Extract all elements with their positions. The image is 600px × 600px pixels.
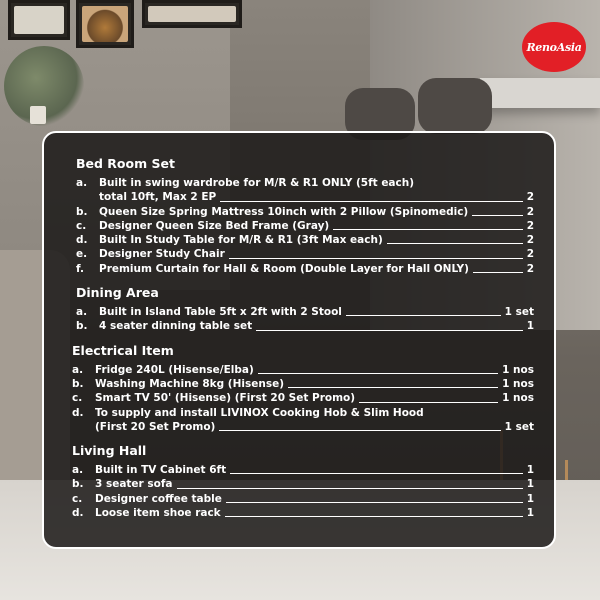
leader-line bbox=[229, 258, 523, 259]
leader-line bbox=[333, 229, 522, 230]
list-item bbox=[76, 305, 534, 319]
section-title: Dining Area bbox=[76, 285, 159, 301]
leader-line bbox=[288, 387, 498, 388]
item-qty: 2 bbox=[526, 219, 534, 232]
leader-line bbox=[177, 488, 523, 489]
item-letter: d. bbox=[72, 507, 84, 520]
leader-line bbox=[472, 215, 522, 216]
item-qty: 2 bbox=[526, 262, 534, 275]
list-item bbox=[76, 247, 534, 261]
item-text: Premium Curtain for Hall & Room (Double Layer for Hall ONLY) bbox=[99, 262, 469, 275]
item-text: Built in TV Cabinet 6ft bbox=[95, 464, 227, 477]
item-qty: 1 bbox=[526, 320, 534, 333]
leader-line bbox=[220, 201, 522, 202]
item-letter: a. bbox=[72, 464, 84, 477]
item-qty: 2 bbox=[526, 234, 534, 247]
section-living-hall bbox=[64, 443, 534, 520]
list-item bbox=[76, 176, 534, 190]
leader-line bbox=[473, 272, 523, 273]
item-text: Built in Island Table 5ft x 2ft with 2 Stool bbox=[99, 306, 342, 319]
section-electrical-item bbox=[64, 343, 534, 434]
item-text: Fridge 240L (Hisense/Elba) bbox=[95, 363, 254, 376]
item-qty: 1 bbox=[526, 507, 534, 520]
list-item bbox=[72, 363, 534, 377]
item-qty: 1 bbox=[526, 478, 534, 491]
item-text: Built In Study Table for M/R & R1 (3ft Max each) bbox=[99, 234, 383, 247]
leader-line bbox=[219, 430, 500, 431]
item-qty: 1 set bbox=[504, 306, 534, 319]
list-item bbox=[72, 506, 534, 520]
item-letter: f. bbox=[76, 262, 84, 275]
item-letter: b. bbox=[76, 320, 88, 333]
item-text: 3 seater sofa bbox=[95, 478, 173, 491]
item-letter: d. bbox=[76, 234, 88, 247]
list-item bbox=[76, 219, 534, 233]
item-letter: a. bbox=[72, 363, 84, 376]
item-qty: 2 bbox=[526, 248, 534, 261]
item-letter: c. bbox=[76, 219, 87, 232]
leader-line bbox=[230, 473, 523, 474]
section-title: Living Hall bbox=[72, 443, 147, 459]
item-letter: c. bbox=[72, 492, 83, 505]
leader-line bbox=[256, 330, 523, 331]
list-item bbox=[72, 406, 534, 420]
item-qty: 1 nos bbox=[502, 392, 534, 405]
leader-line bbox=[359, 402, 498, 403]
leader-line bbox=[258, 373, 498, 374]
item-text: Designer Queen Size Bed Frame (Gray) bbox=[99, 219, 330, 232]
leader-line bbox=[226, 502, 523, 503]
list-item bbox=[76, 233, 534, 247]
list-item bbox=[72, 463, 534, 477]
item-qty: 2 bbox=[526, 205, 534, 218]
item-letter: a. bbox=[76, 306, 88, 319]
brand-logo bbox=[522, 22, 586, 72]
list-item-continuation bbox=[76, 190, 534, 204]
leader-line bbox=[346, 315, 501, 316]
item-qty: 1 bbox=[526, 492, 534, 505]
wall-frame-1 bbox=[8, 0, 70, 40]
item-qty: 1 nos bbox=[502, 363, 534, 376]
item-text: Washing Machine 8kg (Hisense) bbox=[95, 377, 285, 390]
item-text: Designer coffee table bbox=[95, 492, 222, 505]
item-qty: 1 nos bbox=[502, 377, 534, 390]
bar-stool-2 bbox=[418, 78, 492, 134]
item-text: total 10ft, Max 2 EP bbox=[99, 191, 217, 204]
item-letter: d. bbox=[72, 406, 84, 419]
list-item-continuation bbox=[72, 420, 534, 434]
list-item bbox=[72, 477, 534, 491]
section-title: Bed Room Set bbox=[76, 156, 175, 171]
item-text: To supply and install LIVINOX Cooking Hob & Slim Hood bbox=[95, 406, 424, 419]
list-item bbox=[76, 205, 534, 219]
section-bed-room-set bbox=[64, 156, 534, 276]
list-item bbox=[72, 391, 534, 405]
item-letter: b. bbox=[72, 478, 84, 491]
item-text: Built in swing wardrobe for M/R & R1 ONLY (5ft each) bbox=[99, 177, 415, 189]
item-text: Loose item shoe rack bbox=[95, 507, 221, 520]
brand-logo-text: RenoAsia bbox=[526, 40, 582, 54]
list-item bbox=[72, 492, 534, 506]
list-item bbox=[76, 319, 534, 333]
item-letter: c. bbox=[72, 392, 83, 405]
section-dining-area bbox=[64, 285, 534, 334]
item-qty: 2 bbox=[526, 191, 534, 204]
item-text: Queen Size Spring Mattress 10inch with 2 Pillow (Spinomedic) bbox=[99, 205, 469, 218]
item-qty: 1 bbox=[526, 464, 534, 477]
wall-frame-3 bbox=[142, 0, 242, 28]
section-title: Electrical Item bbox=[72, 342, 174, 358]
kitchen-counter bbox=[480, 78, 600, 108]
wall-frame-2 bbox=[76, 0, 134, 48]
item-text: Smart TV 50' (Hisense) bbox=[95, 392, 235, 405]
plant-pot bbox=[30, 106, 46, 124]
item-letter: b. bbox=[72, 377, 84, 390]
item-letter: e. bbox=[76, 248, 88, 261]
item-qty: 1 set bbox=[504, 420, 534, 433]
list-item bbox=[76, 262, 534, 276]
item-text: 4 seater dinning table set bbox=[99, 320, 253, 333]
item-text: Designer Study Chair bbox=[99, 248, 225, 261]
leader-line bbox=[387, 243, 523, 244]
promo-label: (First 20 Set Promo) bbox=[95, 420, 216, 433]
item-letter: a. bbox=[76, 177, 88, 189]
promo-label: (First 20 Set Promo) bbox=[234, 392, 356, 405]
leader-line bbox=[225, 516, 523, 517]
item-letter: b. bbox=[76, 205, 88, 218]
list-item bbox=[72, 377, 534, 391]
package-list-panel bbox=[42, 131, 556, 549]
